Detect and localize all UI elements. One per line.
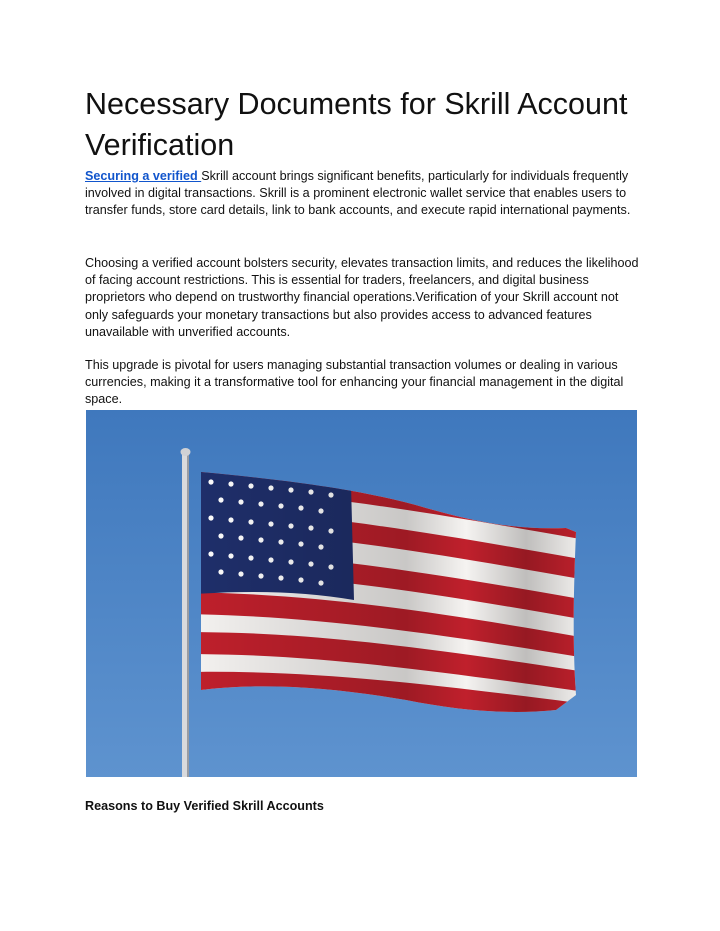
american-flag-photo bbox=[86, 410, 637, 777]
intro-paragraph-text: Skrill account brings significant benefits, particularly for individuals frequently involved in digital transactions. Skrill is a prominent electronic wallet service that enables users to transfer funds, store card details, link to bank accounts, and execute rapid international payments. bbox=[85, 169, 631, 218]
section-heading: Reasons to Buy Verified Skrill Accounts bbox=[85, 799, 324, 813]
securing-verified-link[interactable]: Securing a verified bbox=[85, 169, 202, 183]
benefits-paragraph: Choosing a verified account bolsters security, elevates transaction limits, and reduces the likelihood of facing account restrictions. This is essential for traders, freelancers, and digital business proprietors who depend on trustworthy financial operations.Verification of your Skrill account not only safeguards your monetary transactions but also provides access to advanced features unavailable with unverified accounts. bbox=[85, 256, 639, 339]
pole-finial bbox=[181, 448, 191, 456]
page-title: Necessary Documents for Skrill Account Verification bbox=[85, 87, 628, 162]
upgrade-paragraph: This upgrade is pivotal for users managing substantial transaction volumes or dealing in various currencies, making it a transformative tool for enhancing your financial management in the digital space. bbox=[85, 358, 624, 407]
intro-paragraph bbox=[85, 168, 645, 220]
